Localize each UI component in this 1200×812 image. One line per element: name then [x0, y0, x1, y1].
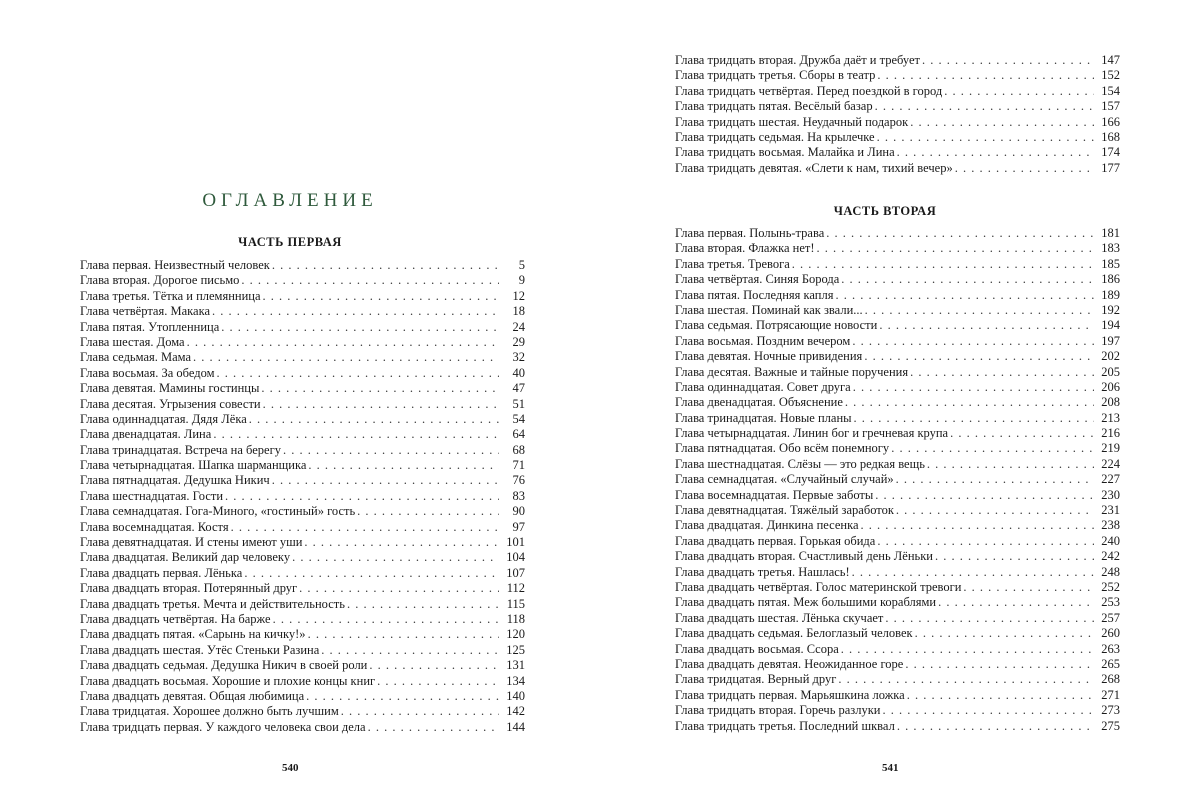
toc-dot-leader [306, 689, 499, 704]
toc-dot-leader [212, 304, 499, 319]
toc-dot-leader [369, 658, 499, 673]
toc-entry-page: 120 [506, 627, 525, 642]
toc-entry-title: Глава шестая. Поминай как звали... [675, 302, 863, 317]
toc-dot-leader [897, 145, 1094, 160]
toc-entry-title: Глава тринадцатая. Новые планы [675, 410, 852, 425]
toc-entry-title: Глава четвёртая. Макака [80, 304, 211, 319]
toc-dot-leader [263, 289, 499, 304]
toc-dot-leader [896, 472, 1094, 487]
toc-entry-title: Глава седьмая. Мама [80, 350, 192, 365]
toc-dot-leader [283, 443, 499, 458]
toc-entry-title: Глава двадцать девятая. Общая любимица [80, 688, 305, 703]
toc-entry [80, 535, 525, 550]
toc-dot-leader [854, 411, 1094, 426]
toc-dot-leader [225, 489, 499, 504]
toc-entry [675, 549, 1120, 564]
toc-dot-leader [213, 427, 499, 442]
toc-entry-title: Глава тридцать третья. Сборы в театр [675, 68, 876, 83]
toc-entry [80, 366, 525, 381]
toc-entry [80, 704, 525, 719]
toc-entry-page: 177 [1101, 160, 1120, 175]
toc-entry [675, 68, 1120, 83]
toc-entry-page: 97 [512, 519, 525, 534]
toc-dot-leader [877, 534, 1094, 549]
toc-entry-title: Глава двадцать первая. Лёнька [80, 565, 243, 580]
toc-entry-page: 206 [1101, 379, 1120, 394]
toc-entry [675, 349, 1120, 364]
toc-dot-leader [231, 520, 499, 535]
toc-dot-leader [841, 272, 1094, 287]
toc-entry [675, 426, 1120, 441]
toc-entry-page: 194 [1101, 318, 1120, 333]
toc-dot-leader [263, 397, 499, 412]
toc-entry-title: Глава семнадцатая. Гога-Миного, «гостиный» гость [80, 504, 356, 519]
toc-dot-leader [910, 365, 1094, 380]
toc-dot-leader [826, 226, 1094, 241]
toc-entry-page: 32 [512, 350, 525, 365]
toc-dot-leader [883, 703, 1095, 718]
toc-dot-leader [877, 68, 1094, 83]
toc-dot-leader [852, 565, 1094, 580]
toc-entry-title: Глава десятая. Важные и тайные поручения [675, 364, 909, 379]
toc-dot-leader [273, 612, 499, 627]
toc-dot-leader [244, 566, 499, 581]
toc-dot-leader [347, 597, 499, 612]
toc-dot-leader [950, 426, 1094, 441]
toc-entry-page: 29 [512, 334, 525, 349]
toc-entry [675, 380, 1120, 395]
toc-entry [675, 395, 1120, 410]
toc-entry-page: 104 [506, 550, 525, 565]
toc-entry [80, 489, 525, 504]
toc-entry-title: Глава тридцать пятая. Весёлый базар [675, 99, 873, 114]
toc-entry-page: 185 [1101, 256, 1120, 271]
toc-dot-leader [272, 473, 499, 488]
part-two-title: ЧАСТЬ ВТОРАЯ [833, 204, 937, 218]
toc-entry-page: 168 [1101, 129, 1120, 144]
toc-dot-leader [944, 84, 1094, 99]
toc-entry-title: Глава двадцать шестая. Утёс Стеньки Разина [80, 642, 320, 657]
toc-entry [675, 441, 1120, 456]
toc-entry-title: Глава девятнадцатая. Тяжёлый заработок [675, 503, 894, 518]
toc-entry-page: 68 [512, 442, 525, 457]
toc-entry [80, 689, 525, 704]
toc-entry-page: 186 [1101, 272, 1120, 287]
toc-entry [80, 627, 525, 642]
toc-entry-page: 166 [1101, 114, 1120, 129]
toc-entry-title: Глава восьмая. Поздним вечером [675, 333, 851, 348]
toc-entry-page: 224 [1101, 456, 1120, 471]
toc-dot-leader [891, 441, 1094, 456]
toc-entry-page: 107 [506, 565, 525, 580]
toc-dot-leader [938, 595, 1094, 610]
toc-entry-page: 40 [512, 365, 525, 380]
toc-entry-title: Глава седьмая. Потрясающие новости [675, 318, 878, 333]
toc-entry-page: 242 [1101, 549, 1120, 564]
toc-entry-title: Глава тридцать первая. Марьяшкина ложка [675, 687, 905, 702]
toc-entry-title: Глава четырнадцатая. Линин бог и гречневая крупа [675, 426, 949, 441]
toc-dot-leader [308, 458, 499, 473]
toc-dot-leader [885, 611, 1094, 626]
toc-entry-title: Глава третья. Тревога [675, 256, 790, 271]
toc-dot-leader [261, 381, 499, 396]
toc-entry-title: Глава восьмая. За обедом [80, 365, 215, 380]
part-one-toc-list [80, 258, 525, 735]
toc-entry [675, 703, 1120, 718]
toc-entry-page: 134 [506, 673, 525, 688]
toc-entry-page: 202 [1101, 349, 1120, 364]
toc-dot-leader [922, 53, 1094, 68]
toc-entry-page: 253 [1101, 595, 1120, 610]
toc-entry-title: Глава девятая. Мамины гостинцы [80, 381, 260, 396]
toc-entry [80, 381, 525, 396]
toc-entry-title: Глава двадцать четвёртая. На барже [80, 611, 271, 626]
toc-entry-page: 112 [506, 581, 525, 596]
toc-entry [675, 145, 1120, 160]
toc-dot-leader [845, 395, 1094, 410]
toc-entry-page: 248 [1101, 564, 1120, 579]
toc-entry-page: 240 [1101, 533, 1120, 548]
toc-entry-page: 273 [1101, 703, 1120, 718]
toc-entry-page: 140 [506, 688, 525, 703]
toc-entry-title: Глава десятая. Угрызения совести [80, 396, 261, 411]
toc-dot-leader [193, 350, 499, 365]
toc-dot-leader [217, 366, 499, 381]
toc-entry-title: Глава двадцать восьмая. Хорошие и плохие концы книг [80, 673, 376, 688]
toc-entry [675, 84, 1120, 99]
toc-entry [80, 612, 525, 627]
toc-entry-page: 230 [1101, 487, 1120, 502]
toc-entry [675, 457, 1120, 472]
toc-entry [675, 99, 1120, 114]
part-two-toc-list [675, 226, 1120, 734]
toc-entry-page: 90 [512, 504, 525, 519]
toc-dot-leader [321, 643, 499, 658]
toc-entry-page: 192 [1101, 302, 1120, 317]
toc-entry [675, 611, 1120, 626]
toc-entry-title: Глава двадцатая. Великий дар человеку [80, 550, 291, 565]
toc-entry-page: 125 [506, 642, 525, 657]
toc-entry-page: 213 [1101, 410, 1120, 425]
toc-entry-page: 76 [512, 473, 525, 488]
toc-entry-title: Глава восемнадцатая. Первые заботы [675, 487, 874, 502]
toc-entry [80, 320, 525, 335]
toc-entry-title: Глава двадцать пятая. «Сарынь на кичку!» [80, 627, 306, 642]
toc-entry-title: Глава тридцать восьмая. Малайка и Лина [675, 145, 895, 160]
toc-entry [675, 688, 1120, 703]
toc-entry [675, 580, 1120, 595]
toc-entry-title: Глава одиннадцатая. Дядя Лёка [80, 411, 247, 426]
toc-entry-title: Глава первая. Полынь-трава [675, 226, 825, 240]
toc-entry-title: Глава двенадцатая. Объяснение [675, 395, 843, 410]
toc-entry [675, 518, 1120, 533]
toc-dot-leader [915, 626, 1094, 641]
toc-entry-page: 275 [1101, 718, 1120, 733]
toc-entry-title: Глава двадцать вторая. Счастливый день Лёньки [675, 549, 933, 564]
right-page [600, 0, 1200, 812]
toc-entry-page: 252 [1101, 579, 1120, 594]
toc-entry-title: Глава тридцать третья. Последний шквал [675, 718, 895, 733]
toc-dot-leader [865, 303, 1094, 318]
toc-dot-leader [896, 503, 1094, 518]
toc-entry-title: Глава двадцать вторая. Потерянный друг [80, 581, 298, 596]
toc-entry [675, 365, 1120, 380]
toc-dot-leader [187, 335, 499, 350]
toc-entry-page: 147 [1101, 53, 1120, 67]
toc-entry [80, 443, 525, 458]
toc-entry-page: 131 [506, 658, 525, 673]
toc-entry-title: Глава двадцать четвёртая. Голос материнской тревоги [675, 579, 962, 594]
toc-entry [675, 303, 1120, 318]
toc-entry-title: Глава пятая. Утопленница [80, 319, 220, 334]
toc-entry [80, 550, 525, 565]
toc-entry-page: 205 [1101, 364, 1120, 379]
toc-entry-title: Глава двадцать седьмая. Белоглазый человек [675, 626, 913, 641]
toc-entry [80, 350, 525, 365]
toc-entry-page: 83 [512, 488, 525, 503]
toc-entry-page: 12 [512, 288, 525, 303]
toc-dot-leader [292, 550, 499, 565]
toc-entry-page: 197 [1101, 333, 1120, 348]
toc-dot-leader [935, 549, 1094, 564]
toc-dot-leader [835, 288, 1094, 303]
toc-entry-page: 5 [518, 258, 525, 272]
toc-entry-page: 189 [1101, 287, 1120, 302]
toc-entry [675, 719, 1120, 734]
toc-entry-page: 115 [506, 596, 525, 611]
toc-entry [675, 626, 1120, 641]
toc-entry-page: 71 [512, 458, 525, 473]
toc-dot-leader [357, 504, 499, 519]
toc-entry [80, 643, 525, 658]
toc-entry-title: Глава двадцать третья. Нашлась! [675, 564, 850, 579]
toc-dot-leader [792, 257, 1094, 272]
toc-entry [675, 318, 1120, 333]
toc-entry-page: 263 [1101, 641, 1120, 656]
toc-entry-title: Глава пятнадцатая. Дедушка Никич [80, 473, 270, 488]
toc-entry-title: Глава девятнадцатая. И стены имеют уши [80, 535, 303, 550]
toc-entry [675, 161, 1120, 176]
toc-dot-leader [838, 672, 1094, 687]
toc-entry [80, 597, 525, 612]
toc-entry [675, 472, 1120, 487]
toc-entry-title: Глава вторая. Флажка нет! [675, 241, 815, 256]
toc-entry [675, 488, 1120, 503]
toc-entry [675, 53, 1120, 68]
toc-entry [675, 130, 1120, 145]
toc-entry-page: 219 [1101, 441, 1120, 456]
toc-dot-leader [875, 99, 1094, 114]
toc-entry [80, 658, 525, 673]
toc-entry-page: 174 [1101, 145, 1120, 160]
toc-entry [675, 115, 1120, 130]
toc-entry-title: Глава двадцать первая. Горькая обида [675, 533, 876, 548]
toc-dot-leader [817, 241, 1094, 256]
toc-entry [80, 289, 525, 304]
toc-entry [675, 257, 1120, 272]
toc-entry [675, 334, 1120, 349]
toc-entry-title: Глава вторая. Дорогое письмо [80, 273, 240, 288]
toc-entry [80, 674, 525, 689]
toc-entry [675, 657, 1120, 672]
toc-entry [675, 642, 1120, 657]
toc-entry-title: Глава первая. Неизвестный человек [80, 258, 270, 272]
toc-entry-title: Глава двадцать девятая. Неожиданное горе [675, 656, 904, 671]
toc-entry-page: 183 [1101, 241, 1120, 256]
toc-entry-page: 260 [1101, 626, 1120, 641]
toc-entry-title: Глава семнадцатая. «Случайный случай» [675, 472, 894, 487]
toc-entry-title: Глава тридцать шестая. Неудачный подарок [675, 114, 909, 129]
toc-dot-leader [852, 334, 1094, 349]
toc-entry-title: Глава одиннадцатая. Совет друга [675, 379, 851, 394]
toc-dot-leader [861, 518, 1094, 533]
part-one-toc-continued-list [675, 53, 1120, 176]
toc-entry-title: Глава восемнадцатая. Костя [80, 519, 229, 534]
toc-entry-title: Глава двадцатая. Динкина песенка [675, 518, 859, 533]
toc-entry [80, 335, 525, 350]
toc-entry [675, 534, 1120, 549]
toc-dot-leader [249, 412, 499, 427]
toc-entry-title: Глава тридцатая. Хорошее должно быть лучшим [80, 704, 339, 719]
toc-dot-leader [963, 580, 1094, 595]
toc-dot-leader [905, 657, 1094, 672]
toc-entry-title: Глава двенадцатая. Лина [80, 427, 212, 442]
toc-entry-page: 238 [1101, 518, 1120, 533]
toc-entry-title: Глава тридцать первая. У каждого человека свои дела [80, 719, 366, 734]
toc-entry [80, 304, 525, 319]
toc-entry-title: Глава пятая. Последняя капля [675, 287, 834, 302]
toc-entry-page: 227 [1101, 472, 1120, 487]
toc-dot-leader [299, 581, 499, 596]
toc-dot-leader [877, 130, 1094, 145]
toc-dot-leader [864, 349, 1094, 364]
toc-entry-page: 216 [1101, 426, 1120, 441]
toc-entry-title: Глава тридцать четвёртая. Перед поездкой в город [675, 83, 943, 98]
toc-entry-page: 152 [1101, 68, 1120, 83]
toc-entry-title: Глава пятнадцатая. Обо всём понемногу [675, 441, 890, 456]
toc-entry-page: 231 [1101, 503, 1120, 518]
toc-entry-title: Глава двадцать третья. Мечта и действительность [80, 596, 345, 611]
toc-entry-page: 24 [512, 319, 525, 334]
part-one-title: ЧАСТЬ ПЕРВАЯ [238, 235, 342, 249]
page-number: 540 [282, 762, 299, 774]
toc-entry-page: 157 [1101, 99, 1120, 114]
toc-entry-title: Глава тридцать вторая. Дружба даёт и требует [675, 53, 920, 67]
toc-entry-title: Глава двадцать шестая. Лёнька скучает [675, 610, 884, 625]
toc-entry-page: 64 [512, 427, 525, 442]
toc-entry-page: 54 [512, 411, 525, 426]
toc-entry-page: 181 [1101, 226, 1120, 240]
toc-entry [675, 272, 1120, 287]
toc-entry-page: 101 [506, 535, 525, 550]
toc-entry-title: Глава четырнадцатая. Шапка шарманщика [80, 458, 307, 473]
toc-entry-page: 51 [512, 396, 525, 411]
toc-dot-leader [272, 258, 499, 273]
toc-entry [675, 411, 1120, 426]
toc-dot-leader [875, 488, 1094, 503]
toc-entry-title: Глава тридцатая. Верный друг [675, 672, 837, 687]
toc-entry [675, 565, 1120, 580]
toc-entry [80, 504, 525, 519]
toc-entry-title: Глава тридцать вторая. Горечь разлуки [675, 703, 881, 718]
toc-dot-leader [304, 535, 499, 550]
toc-entry [80, 397, 525, 412]
toc-entry-title: Глава девятая. Ночные привидения [675, 349, 863, 364]
toc-dot-leader [841, 642, 1094, 657]
toc-entry-page: 144 [506, 719, 525, 734]
toc-entry [80, 720, 525, 735]
toc-heading: ОГЛАВЛЕНИЕ [202, 190, 378, 211]
toc-entry [675, 503, 1120, 518]
toc-dot-leader [907, 688, 1094, 703]
toc-entry-title: Глава шестнадцатая. Гости [80, 488, 224, 503]
toc-entry [80, 473, 525, 488]
toc-entry-title: Глава двадцать восьмая. Ссора [675, 641, 839, 656]
toc-entry [80, 412, 525, 427]
toc-entry-page: 265 [1101, 656, 1120, 671]
toc-dot-leader [927, 457, 1094, 472]
toc-entry [80, 520, 525, 535]
toc-dot-leader [955, 161, 1094, 176]
toc-entry-page: 142 [506, 704, 525, 719]
toc-entry [675, 672, 1120, 687]
toc-entry-title: Глава тринадцатая. Встреча на берегу [80, 442, 281, 457]
toc-entry [675, 288, 1120, 303]
toc-dot-leader [241, 273, 499, 288]
toc-entry-page: 208 [1101, 395, 1120, 410]
toc-entry [675, 241, 1120, 256]
toc-entry [80, 273, 525, 288]
toc-entry [80, 427, 525, 442]
toc-entry-page: 271 [1101, 687, 1120, 702]
toc-entry-page: 118 [506, 611, 525, 626]
toc-entry-title: Глава шестая. Дома [80, 334, 185, 349]
toc-dot-leader [308, 627, 499, 642]
toc-entry-page: 257 [1101, 610, 1120, 625]
toc-entry-title: Глава четвёртая. Синяя Борода [675, 272, 840, 287]
toc-entry [80, 581, 525, 596]
toc-entry [675, 595, 1120, 610]
toc-entry-page: 47 [512, 381, 525, 396]
page-number: 541 [882, 762, 899, 774]
toc-entry-title: Глава тридцать седьмая. На крылечке [675, 129, 875, 144]
toc-dot-leader [368, 720, 499, 735]
toc-dot-leader [853, 380, 1094, 395]
toc-dot-leader [897, 719, 1094, 734]
toc-entry-title: Глава шестнадцатая. Слёзы — это редкая вещь [675, 456, 925, 471]
toc-entry-page: 9 [518, 273, 525, 288]
toc-dot-leader [377, 674, 499, 689]
toc-entry [80, 258, 525, 273]
toc-entry-title: Глава тридцать девятая. «Слети к нам, тихий вечер» [675, 160, 953, 175]
toc-entry-title: Глава третья. Тётка и племянница [80, 288, 261, 303]
toc-entry-title: Глава двадцать седьмая. Дедушка Никич в своей роли [80, 658, 368, 673]
toc-entry-page: 154 [1101, 83, 1120, 98]
toc-entry [80, 458, 525, 473]
toc-entry-page: 18 [512, 304, 525, 319]
toc-entry [675, 226, 1120, 241]
toc-dot-leader [910, 115, 1094, 130]
toc-entry-title: Глава двадцать пятая. Меж большими кораблями [675, 595, 937, 610]
toc-entry-page: 268 [1101, 672, 1120, 687]
toc-entry [80, 566, 525, 581]
toc-dot-leader [221, 320, 499, 335]
toc-dot-leader [341, 704, 499, 719]
toc-dot-leader [879, 318, 1094, 333]
